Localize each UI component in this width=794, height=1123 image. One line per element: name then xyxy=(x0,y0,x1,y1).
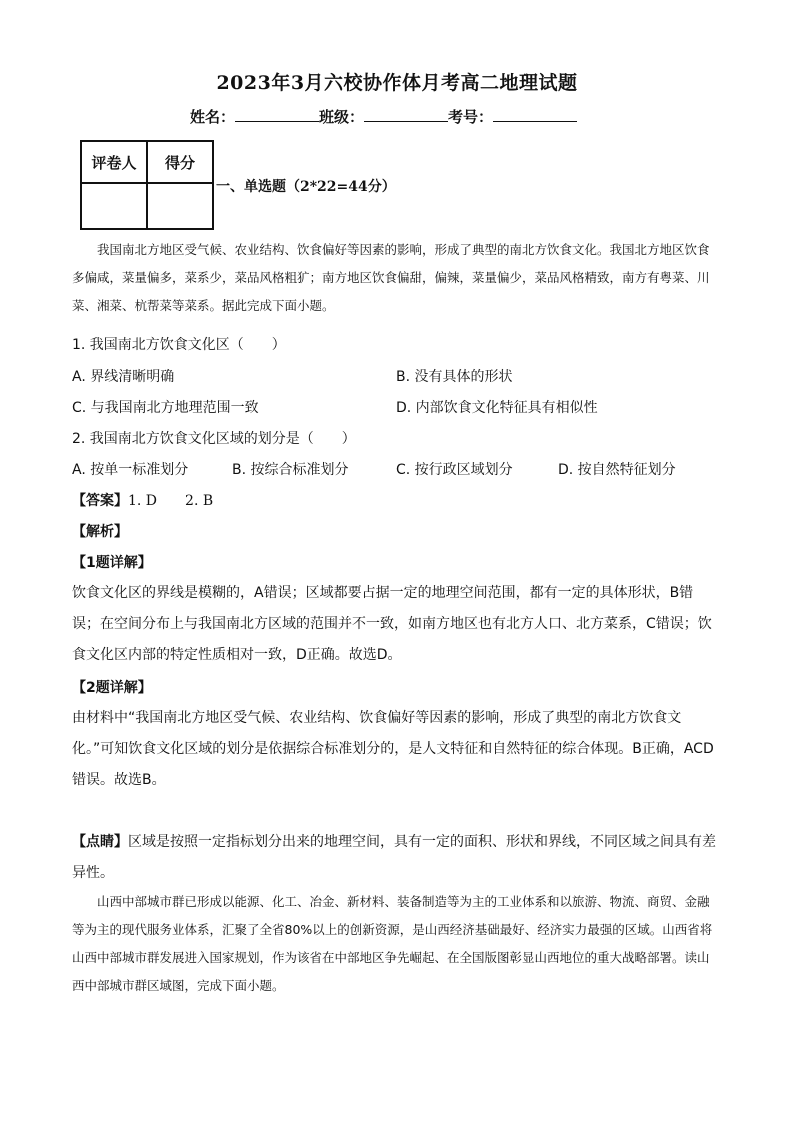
q2-option-a: A. 按单一标准划分 xyxy=(72,462,189,478)
exam-no-blank[interactable] xyxy=(493,107,577,122)
class-blank[interactable] xyxy=(364,107,448,122)
q1-option-c: C. 与我国南北方地理范围一致 xyxy=(72,400,259,416)
question-2-stem: 2. 我国南北方饮食文化区域的划分是（ ） xyxy=(72,431,356,447)
q2-option-b: B. 按综合标准划分 xyxy=(232,462,349,478)
tip-label: 【点睛】 xyxy=(72,834,128,850)
reading-passage-2: 山西中部城市群已形成以能源、化工、冶金、新材料、装备制造等为主的工业体系和以旅游、物流、商贸、金融等为主的现代服务业体系，汇聚了全省80%以上的创新资源，是山西经济基础最好、经济实力最强的区域。山西省将山西中部城市群发展进入国家规划，作为该省在中部地区争先崛起、在全国版图彰显山西地位的重大战略部署。读山西中部城市群区域图，完成下面小题。 xyxy=(72,894,713,993)
q2-option-c: C. 按行政区域划分 xyxy=(396,462,513,478)
q1-option-a: A. 界线清晰明确 xyxy=(72,369,175,385)
page-title: 2023年3月六校协作体月考高二地理试题 xyxy=(216,72,578,94)
answer-value: 1. D 2. B xyxy=(128,493,214,509)
detail-1-label: 【1题详解】 xyxy=(72,555,152,571)
q1-option-d: D. 内部饮食文化特征具有相似性 xyxy=(396,400,598,416)
reviewer-header: 评卷人 xyxy=(81,141,147,183)
score-cell xyxy=(147,183,213,229)
question-1-stem: 1. 我国南北方饮食文化区（ ） xyxy=(72,337,286,353)
q2-option-d: D. 按自然特征划分 xyxy=(558,462,676,478)
detail-1-text: 饮食文化区的界线是模糊的，A错误；区域都要占据一定的地理空间范围，都有一定的具体形状，B错误；在空间分布上与我国南北方区域的范围并不一致，如南方地区也有北方人口、北方菜系，C错误；饮食文化区内部的特定性质相对一致，D正确。故选D。 xyxy=(72,585,712,663)
name-blank[interactable] xyxy=(235,107,319,122)
name-label: 姓名： xyxy=(190,108,236,126)
answer-line xyxy=(72,490,213,510)
reviewer-cell xyxy=(81,183,147,229)
class-label: 班级： xyxy=(319,108,365,126)
score-table xyxy=(80,140,214,230)
tip-block xyxy=(72,827,720,889)
detail-2-text: 由材料中“我国南北方地区受气候、农业结构、饮食偏好等因素的影响，形成了典型的南北方饮食文化。”可知饮食文化区域的划分是依据综合标准划分的，是人文特征和自然特征的综合体现。B正确，ACD错误。故选B。 xyxy=(72,710,714,788)
answer-label: 【答案】 xyxy=(72,493,128,509)
reading-passage-1: 我国南北方地区受气候、农业结构、饮食偏好等因素的影响，形成了典型的南北方饮食文化。我国北方地区饮食多偏咸，菜量偏多，菜系少，菜品风格粗犷；南方地区饮食偏甜，偏辣，菜量偏少，菜品风格精致，南方有粤菜、川菜、湘菜、杭帮菜等菜系。据此完成下面小题。 xyxy=(72,242,710,313)
q1-option-b: B. 没有具体的形状 xyxy=(396,369,513,385)
exam-no-label: 考号： xyxy=(448,108,494,126)
student-info-row xyxy=(190,106,577,127)
analysis-label: 【解析】 xyxy=(72,524,128,540)
tip-text: 区域是按照一定指标划分出来的地理空间，具有一定的面积、形状和界线，不同区域之间具有差异性。 xyxy=(72,834,716,881)
score-header: 得分 xyxy=(147,141,213,183)
detail-2-label: 【2题详解】 xyxy=(72,680,152,696)
section-title: 一、单选题（2*22=44分） xyxy=(216,179,396,195)
